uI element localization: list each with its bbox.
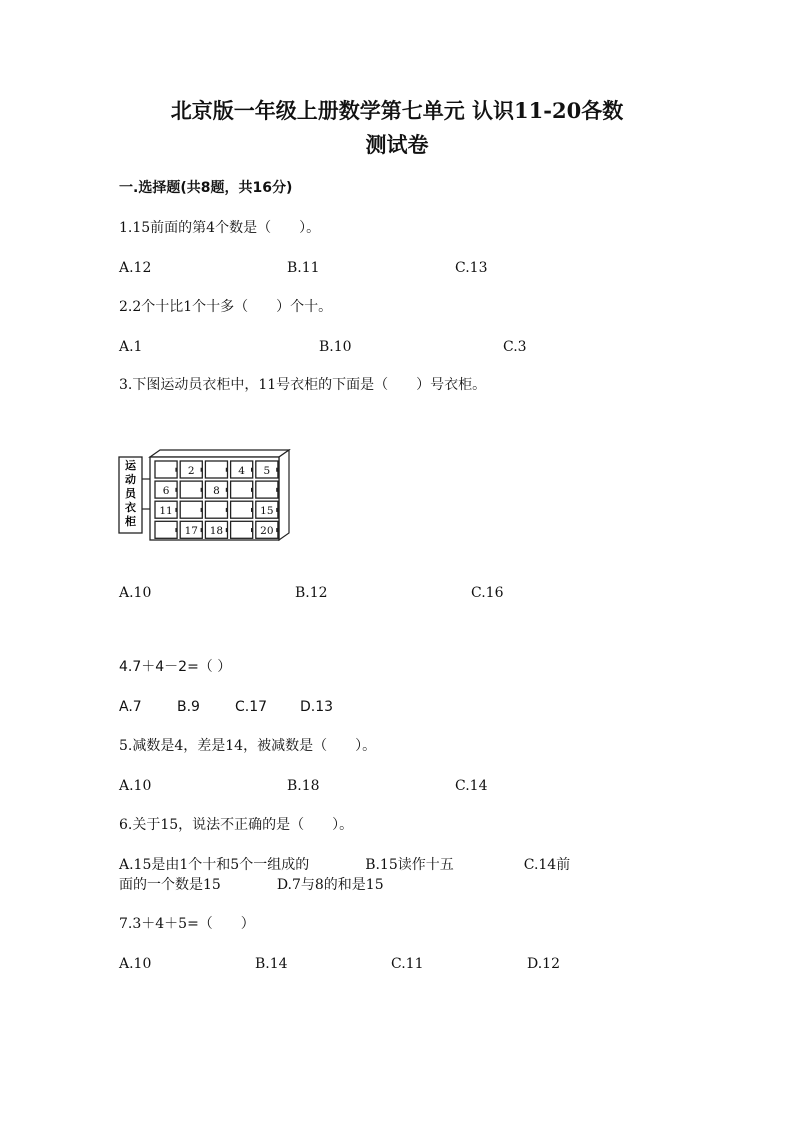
q7-option-d: D.12 xyxy=(527,956,560,972)
q4-option-b: B.9 xyxy=(177,699,200,715)
locker-handle xyxy=(226,528,227,532)
q4-option-d: D.13 xyxy=(300,699,334,715)
locker-cell xyxy=(231,481,253,498)
locker-number: 20 xyxy=(260,525,274,538)
locker-handle xyxy=(175,468,176,472)
cabinet-top xyxy=(150,450,289,457)
locker-handle xyxy=(201,468,202,472)
q6-options-line-2: 面的一个数是15 D.7与8的和是15 xyxy=(119,877,384,893)
locker-handle xyxy=(276,528,277,532)
page-title xyxy=(100,94,694,162)
locker-cell xyxy=(231,501,253,518)
question-3-stem: 3.下图运动员衣柜中，11号衣柜的下面是（ ）号衣柜。 xyxy=(119,377,487,393)
locker-handle xyxy=(276,508,277,512)
locker-handle xyxy=(251,468,252,472)
side-label-char: 衣 xyxy=(125,501,136,514)
locker-handle xyxy=(201,488,202,492)
question-6-stem: 6.关于15，说法不正确的是（ ）。 xyxy=(119,817,354,833)
locker-handle xyxy=(276,468,277,472)
q6-options-line-1: A.15是由1个十和5个一组成的 B.15读作十五 C.14前 xyxy=(119,857,571,873)
q7-option-c: C.11 xyxy=(391,956,424,972)
q1-option-a: A.12 xyxy=(119,260,152,276)
q7-option-a: A.10 xyxy=(119,956,152,972)
locker-number: 15 xyxy=(260,504,274,517)
locker-handle xyxy=(226,488,227,492)
locker-handle xyxy=(276,488,277,492)
locker-cell xyxy=(155,461,177,478)
q4-option-c: C.17 xyxy=(235,699,268,715)
locker-cell xyxy=(256,481,278,498)
locker-handle xyxy=(175,528,176,532)
q3-option-a: A.10 xyxy=(119,585,152,601)
locker-cell xyxy=(180,481,202,498)
locker-number: 8 xyxy=(213,484,220,497)
locker-figure xyxy=(118,449,296,543)
side-label-char: 动 xyxy=(125,473,136,486)
question-4-stem: 4.7＋4－2=（ ） xyxy=(119,659,232,675)
q2-option-a: A.1 xyxy=(119,339,143,355)
locker-cell xyxy=(205,461,227,478)
question-1-stem: 1.15前面的第4个数是（ ）。 xyxy=(119,220,321,236)
q3-option-b: B.12 xyxy=(295,585,328,601)
section-heading: 一.选择题(共8题，共16分) xyxy=(119,180,293,196)
locker-handle xyxy=(251,488,252,492)
locker-handle xyxy=(201,508,202,512)
locker-number: 5 xyxy=(263,464,271,477)
question-5-stem: 5.减数是4，差是14，被减数是（ ）。 xyxy=(119,738,377,754)
locker-number: 17 xyxy=(184,525,198,538)
cabinet-side xyxy=(279,450,289,540)
q7-option-b: B.14 xyxy=(255,956,288,972)
locker-number: 6 xyxy=(162,484,170,497)
side-label-char: 运 xyxy=(125,459,136,472)
title-line-1: 北京版一年级上册数学第七单元 认识11-20各数 xyxy=(170,98,624,123)
locker-cell xyxy=(231,521,253,538)
locker-handle xyxy=(251,528,252,532)
question-7-stem: 7.3＋4＋5=（ ） xyxy=(119,916,255,932)
locker-number: 4 xyxy=(238,464,245,477)
locker-handle xyxy=(175,508,176,512)
locker-cell xyxy=(205,501,227,518)
locker-handle xyxy=(226,468,227,472)
q5-option-b: B.18 xyxy=(287,778,320,794)
title-line-2: 测试卷 xyxy=(365,132,429,157)
locker-handle xyxy=(175,488,176,492)
q3-option-c: C.16 xyxy=(471,585,504,601)
question-2-stem: 2.2个十比1个十多（ ）个十。 xyxy=(119,299,333,315)
locker-number: 2 xyxy=(187,464,195,477)
q2-option-b: B.10 xyxy=(319,339,352,355)
locker-number: 18 xyxy=(209,525,224,538)
locker-cell xyxy=(180,501,202,518)
side-label-char: 员 xyxy=(125,487,136,500)
q4-option-a: A.7 xyxy=(119,699,142,715)
locker-handle xyxy=(226,508,227,512)
q1-option-b: B.11 xyxy=(287,260,320,276)
q5-option-a: A.10 xyxy=(119,778,152,794)
q5-option-c: C.14 xyxy=(455,778,488,794)
q1-option-c: C.13 xyxy=(455,260,488,276)
q2-option-c: C.3 xyxy=(503,339,527,355)
locker-handle xyxy=(201,528,202,532)
side-label-char: 柜 xyxy=(125,515,136,528)
locker-handle xyxy=(251,508,252,512)
locker-number: 11 xyxy=(159,504,173,517)
locker-cell xyxy=(155,521,177,538)
